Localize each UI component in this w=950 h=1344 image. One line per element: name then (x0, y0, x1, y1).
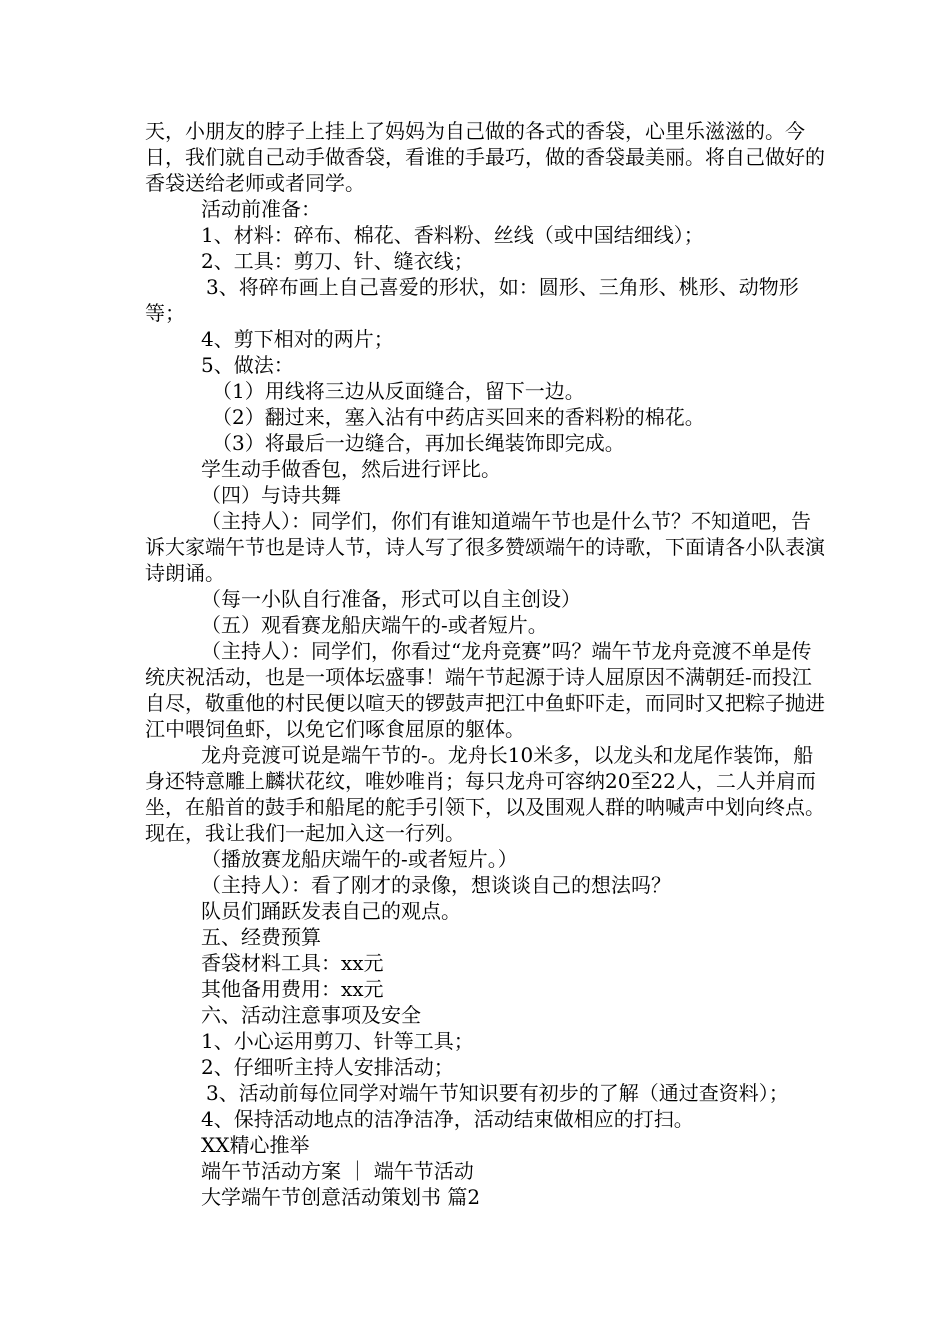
list-item-tools: 2、工具：剪刀、针、缝衣线； (201, 249, 474, 273)
list-item-materials: 1、材料：碎布、棉花、香料粉、丝线（或中国结细线）； (201, 223, 704, 247)
paragraph-host-poetry: （主持人）：同学们，你们有谁知道端午节也是什么节？不知道吧，告诉大家端午节也是诗人节，诗人写了很多赞颂端午的诗歌，下面请各小队表演诗朗诵。 (145, 509, 825, 585)
heading-preparation: 活动前准备： (201, 197, 321, 221)
list-item-method: 5、做法： (201, 353, 294, 377)
recommendation-label: XX精心推举 (201, 1133, 310, 1157)
list-item-draw-shapes: 3、将碎布画上自己喜爱的形状，如：圆形、三角形、桃形、动物形等； (145, 275, 799, 325)
list-item-cut-pieces: 4、剪下相对的两片； (201, 327, 394, 351)
document-body (145, 118, 825, 1210)
safety-item-4: 4、保持活动地点的洁净洁净，活动结束做相应的打扫。 (201, 1107, 694, 1131)
paragraph-host-dragon-boat: （主持人）：同学们，你看过“龙舟竞赛”吗？端午节龙舟竞渡不单是传统庆祝活动，也是一项体坛盛事！端午节起源于诗人屈原因不满朝廷-而投江自尽，敬重他的村民便以喧天的锣鼓声把江中鱼虾吓走，而同时又把粽子抛进江中喂饲鱼虾，以免它们啄食屈原的躯体。 (145, 639, 825, 741)
paragraph-evaluation: 学生动手做香包，然后进行评比。 (201, 457, 501, 481)
safety-item-2: 2、仔细听主持人安排活动； (201, 1055, 454, 1079)
paragraph-play-video: （播放赛龙船庆端午的-或者短片。） (201, 847, 518, 871)
section-heading-safety: 六、活动注意事项及安全 (201, 1003, 421, 1027)
section-heading-budget: 五、经费预算 (201, 925, 321, 949)
paragraph-team-prep: （每一小队自行准备，形式可以自主创设） (201, 587, 581, 611)
budget-item-materials: 香袋材料工具：xx元 (201, 951, 384, 975)
step-3: （3）将最后一边缝合，再加长绳装饰即完成。 (212, 431, 625, 455)
related-links: 端午节活动方案 ｜ 端午节活动 (201, 1159, 474, 1183)
paragraph-intro: 天，小朋友的脖子上挂上了妈妈为自己做的各式的香袋，心里乐滋滋的。今日，我们就自己动手做香袋，看谁的手最巧，做的香袋最美丽。将自己做好的香袋送给老师或者同学。 (145, 119, 825, 195)
section-heading-poetry: （四）与诗共舞 (201, 483, 341, 507)
section-heading-dragon-boat: （五）观看赛龙船庆端午的-或者短片。 (201, 613, 548, 637)
paragraph-host-thoughts: （主持人）：看了刚才的录像，想谈谈自己的想法吗？ (201, 873, 671, 897)
step-1: （1）用线将三边从反面缝合，留下一边。 (212, 379, 585, 403)
step-2: （2）翻过来，塞入沾有中药店买回来的香料粉的棉花。 (212, 405, 705, 429)
paragraph-team-views: 队员们踊跃发表自己的观点。 (201, 899, 461, 923)
paragraph-dragon-boat-racing: 龙舟竞渡可说是端午节的-。龙舟长10米多，以龙头和龙尾作装饰，船身还特意雕上麟状花纹，唯妙唯肖；每只龙舟可容纳20至22人，二人并肩而坐，在船首的鼓手和船尾的舵手引领下，以及围观人群的呐喊声中划向终点。现在，我让我们一起加入这一行列。 (145, 743, 825, 845)
safety-item-3: 3、活动前每位同学对端午节知识要有初步的了解（通过查资料）； (206, 1081, 789, 1105)
next-article-title: 大学端午节创意活动策划书 篇2 (201, 1185, 481, 1209)
safety-item-1: 1、小心运用剪刀、针等工具； (201, 1029, 474, 1053)
budget-item-other: 其他备用费用：xx元 (201, 977, 384, 1001)
